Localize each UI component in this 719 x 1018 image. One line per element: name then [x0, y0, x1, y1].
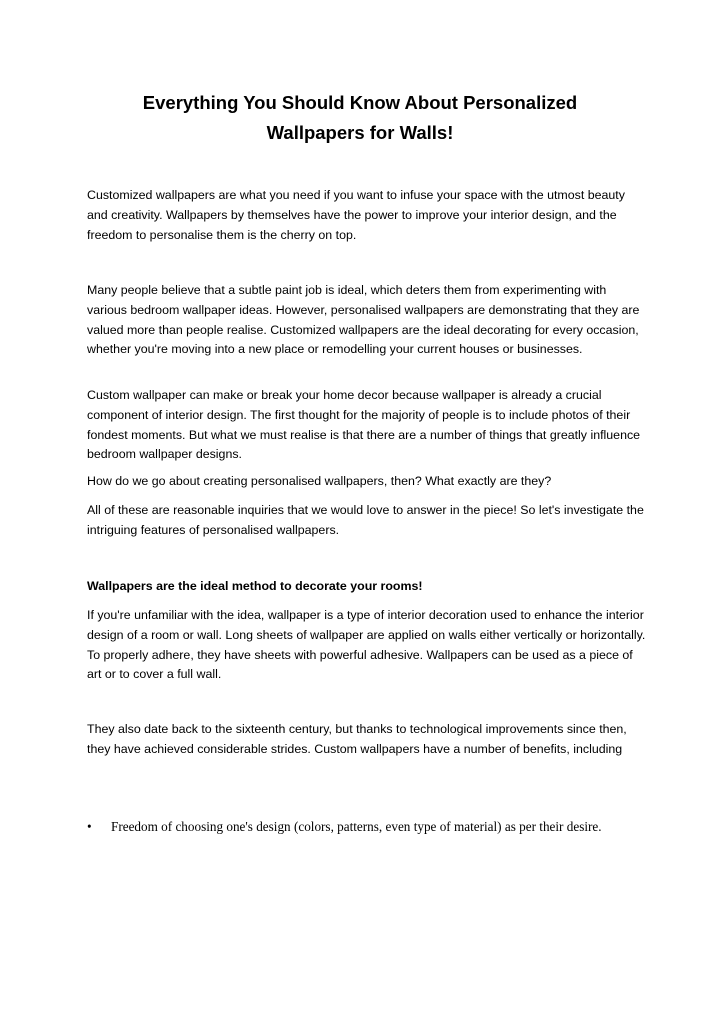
document-title: [90, 88, 630, 148]
paragraph-question: How do we go about creating personalised wallpapers, then? What exactly are they?: [87, 474, 552, 488]
paragraph-wallpaper-definition: If you're unfamiliar with the idea, wallpaper is a type of interior decoration used to enhance the interior design of a room or wall. Long sheets of wallpaper are applied on walls either vertically or horizontally. To properly adhere, they have sheets with powerful adhesive. Wallpapers can be used as a piece of art or to cover a full wall.: [87, 608, 646, 682]
title-line-1: Everything You Should Know About Personalized: [142, 92, 578, 113]
paragraph-custom-decor: Custom wallpaper can make or break your home decor because wallpaper is already a crucial component of interior design. The first thought for the majority of people is to include photos of their fondest moments. But what we must realise is that there are a number of things that greatly influence bedroom wallpaper designs.: [87, 388, 641, 462]
paragraph-paint-job: Many people believe that a subtle paint job is ideal, which deters them from experimenting with various bedroom wallpaper ideas. However, personalised wallpapers are demonstrating that they are valued more than people realise. Customized wallpapers are the ideal decorating for every occasion, whether you're moving into a new place or remodelling your current houses or businesses.: [87, 283, 640, 357]
section-heading: Wallpapers are the ideal method to decorate your rooms!: [87, 579, 423, 593]
title-line-2: Wallpapers for Walls!: [266, 122, 454, 143]
bullet-text: Freedom of choosing one's design (colors, patterns, even type of material) as per their desire.: [111, 819, 602, 834]
bullet-item: [87, 818, 632, 835]
paragraph-intro: Customized wallpapers are what you need if you want to infuse your space with the utmost beauty and creativity. Wallpapers by themselves have the power to improve your interior design, and the freedom to personalise them is the cherry on top.: [87, 188, 625, 242]
paragraph-inquiries: All of these are reasonable inquiries that we would love to answer in the piece! So let's investigate the intriguing features of personalised wallpapers.: [87, 503, 644, 537]
bullet-icon: •: [87, 819, 92, 834]
paragraph-history: They also date back to the sixteenth century, but thanks to technological improvements since then, they have achieved considerable strides. Custom wallpapers have a number of benefits, including: [87, 722, 627, 756]
